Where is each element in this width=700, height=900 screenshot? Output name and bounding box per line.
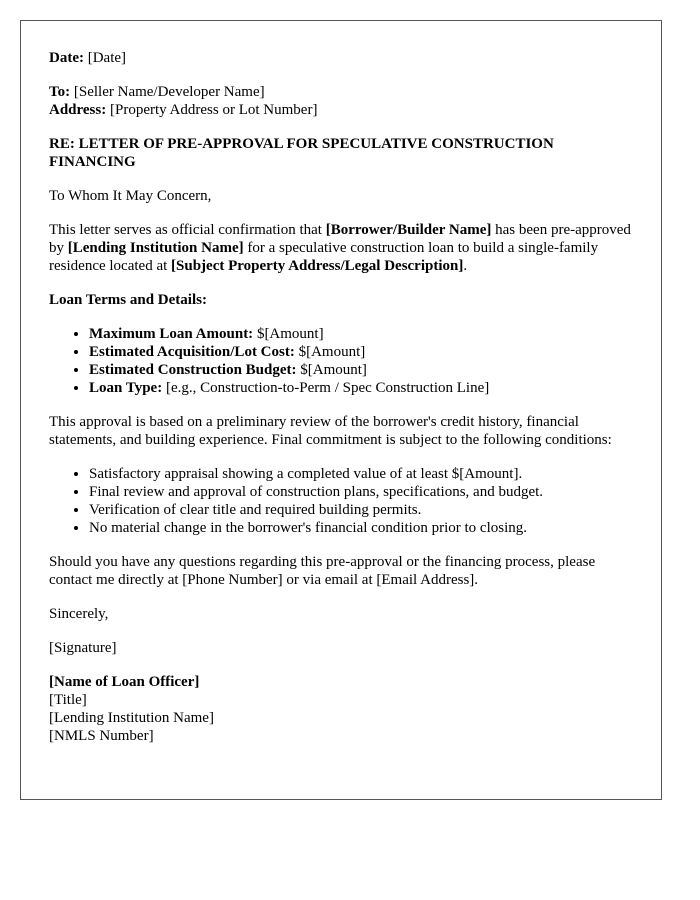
loan-term-label: Estimated Acquisition/Lot Cost: bbox=[89, 344, 295, 360]
condition-item: • No material change in the borrower's financial condition prior to closing. bbox=[89, 519, 633, 537]
condition-item: • Verification of clear title and required building permits. bbox=[89, 501, 633, 519]
loan-term-label: Estimated Construction Budget: bbox=[89, 362, 297, 378]
date-value: [Date] bbox=[83, 50, 127, 66]
recipient-block bbox=[49, 83, 633, 119]
closing: Sincerely, bbox=[49, 606, 109, 622]
salutation: To Whom It May Concern, bbox=[49, 188, 212, 204]
address-label: Address: bbox=[49, 102, 107, 118]
date-label: Date: bbox=[49, 50, 84, 66]
loan-term-item bbox=[89, 325, 633, 343]
approval-basis-paragraph: This approval is based on a preliminary review of the borrower's credit history, financial statements, and building experience. Final commitment is subject to the following conditions: bbox=[49, 414, 612, 448]
loan-term-value: [e.g., Construction-to-Perm / Spec Construction Line] bbox=[162, 380, 490, 396]
loan-term-label: Maximum Loan Amount: bbox=[89, 326, 254, 342]
officer-name bbox=[49, 673, 633, 691]
intro-text-2: has been pre-approved by bbox=[49, 222, 631, 256]
date-line bbox=[49, 49, 633, 67]
condition-item: • Satisfactory appraisal showing a completed value of at least $[Amount]. bbox=[89, 465, 633, 483]
signature-placeholder: [Signature] bbox=[49, 640, 117, 656]
intro-paragraph bbox=[49, 221, 633, 275]
to-line bbox=[49, 83, 633, 101]
loan-term-value: $[Amount] bbox=[294, 344, 366, 360]
loan-term-label: Loan Type: bbox=[89, 380, 163, 396]
borrower-name: [Borrower/Builder Name] bbox=[325, 222, 492, 238]
conditions-list bbox=[49, 465, 633, 537]
to-value: [Seller Name/Developer Name] bbox=[70, 84, 265, 100]
subject-line: RE: LETTER OF PRE-APPROVAL FOR SPECULATIVE CONSTRUCTION FINANCING bbox=[49, 136, 554, 170]
officer-nmls: [NMLS Number] bbox=[49, 728, 154, 744]
loan-term-value: $[Amount] bbox=[253, 326, 324, 342]
letter bbox=[20, 20, 662, 800]
loan-terms-list bbox=[49, 325, 633, 397]
officer-title: [Title] bbox=[49, 692, 87, 708]
loan-term-item bbox=[89, 361, 633, 379]
address-line bbox=[49, 101, 633, 119]
intro-text-3: for a speculative construction loan to build a single-family residence located at bbox=[49, 240, 599, 274]
signature-block bbox=[49, 673, 633, 745]
intro-text-1: This letter serves as official confirmation that bbox=[49, 222, 326, 238]
loan-terms-heading: Loan Terms and Details: bbox=[49, 292, 207, 308]
property-description: [Subject Property Address/Legal Description] bbox=[171, 258, 464, 274]
lender-name: [Lending Institution Name] bbox=[67, 240, 244, 256]
loan-term-item bbox=[89, 379, 633, 397]
loan-term-item bbox=[89, 343, 633, 361]
intro-text-4: . bbox=[463, 258, 468, 274]
officer-name-text: [Name of Loan Officer] bbox=[49, 674, 200, 690]
loan-term-value: $[Amount] bbox=[296, 362, 367, 378]
to-label: To: bbox=[49, 84, 71, 100]
address-value: [Property Address or Lot Number] bbox=[106, 102, 318, 118]
officer-institution: [Lending Institution Name] bbox=[49, 710, 214, 726]
condition-item: • Final review and approval of construction plans, specifications, and budget. bbox=[89, 483, 633, 501]
contact-paragraph: Should you have any questions regarding this pre-approval or the financing process, please contact me directly at [Phone Number] or via email at [Email Address]. bbox=[49, 554, 596, 588]
